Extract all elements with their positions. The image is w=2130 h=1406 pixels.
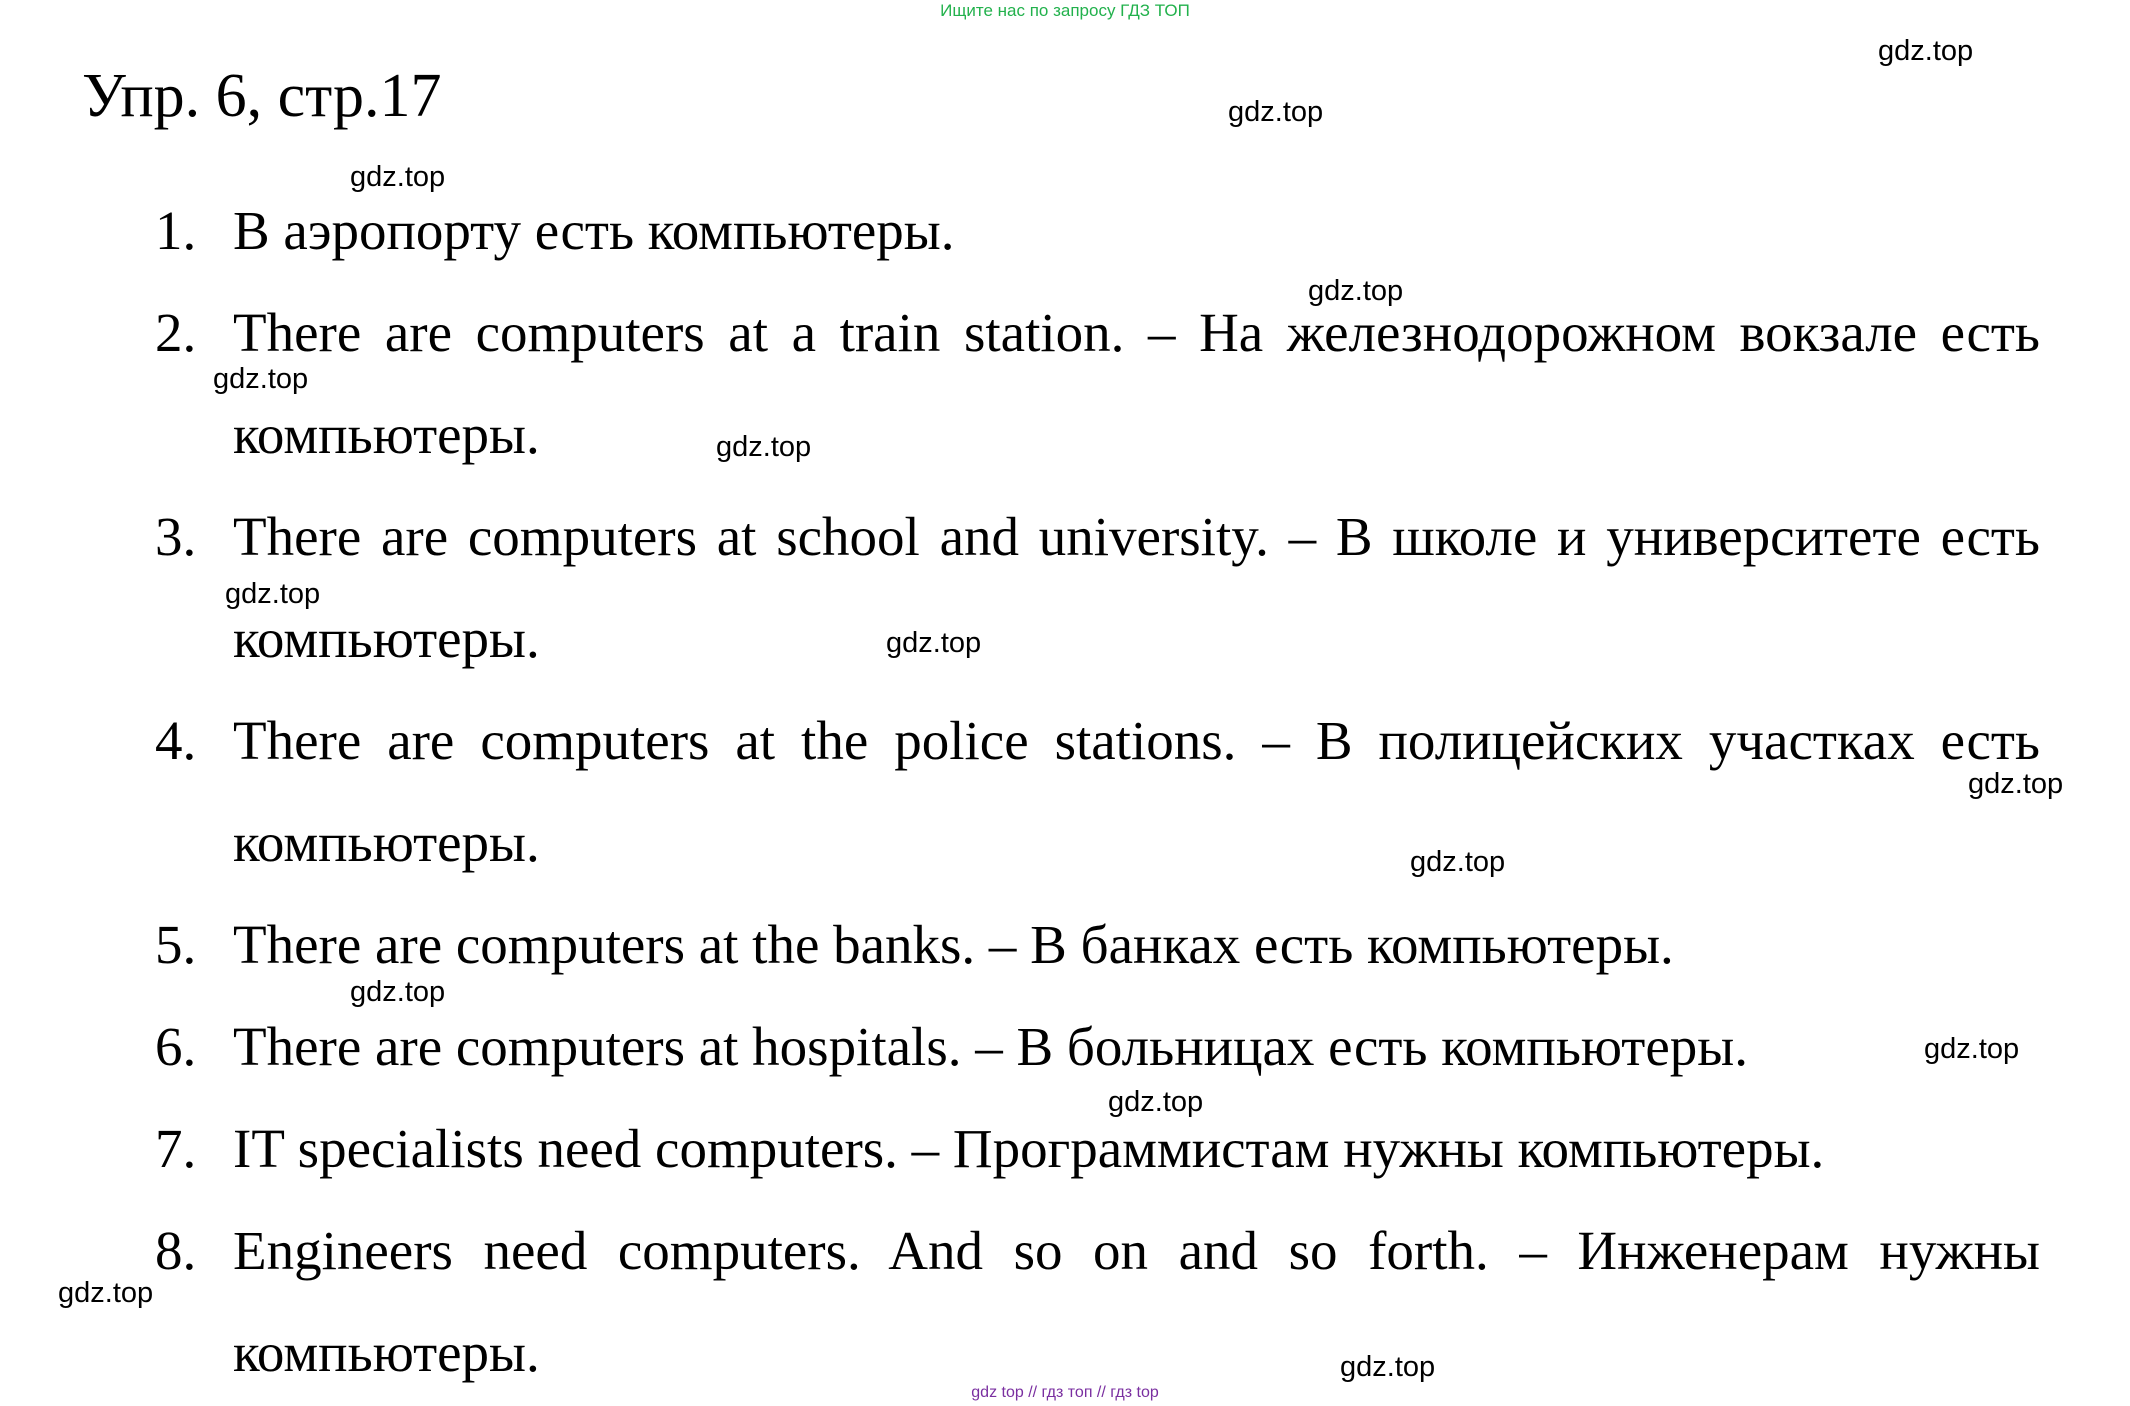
watermark-13: gdz.top [1108, 1086, 1204, 1118]
exercise-item-1 [155, 180, 2040, 282]
watermark-5: gdz.top [213, 363, 309, 395]
item-number: 5. [155, 914, 197, 975]
watermark-2: gdz.top [1228, 96, 1324, 128]
watermark-15: gdz.top [1340, 1351, 1436, 1383]
item-number: 4. [155, 710, 197, 771]
item-number: 8. [155, 1220, 197, 1281]
item-number: 7. [155, 1118, 197, 1179]
item-number: 6. [155, 1016, 197, 1077]
item-text: There are computers at hospitals. – В больницах есть компьютеры. [233, 1016, 1748, 1077]
watermark-14: gdz.top [58, 1277, 154, 1309]
exercise-item-6 [155, 996, 2040, 1098]
item-text: There are computers at the banks. – В банках есть компьютеры. [233, 914, 1674, 975]
watermark-12: gdz.top [1924, 1033, 2020, 1065]
item-text: IT specialists need computers. – Программистам нужны компьютеры. [233, 1118, 1825, 1179]
page-title: Упр. 6, стр.17 [82, 62, 442, 130]
item-number: 3. [155, 506, 197, 567]
item-text: There are computers at school and university. – В школе и университете есть компьютеры. [233, 506, 2040, 669]
watermark-11: gdz.top [350, 976, 446, 1008]
watermark-1: gdz.top [1878, 35, 1974, 67]
exercise-item-7 [155, 1098, 2040, 1200]
watermark-3: gdz.top [350, 161, 446, 193]
item-text: Engineers need computers. And so on and so forth. – Инженерам нужны компьютеры. [233, 1220, 2040, 1383]
item-number: 2. [155, 302, 197, 363]
exercise-item-2 [155, 282, 2040, 486]
exercise-item-8 [155, 1200, 2040, 1404]
watermark-9: gdz.top [1968, 768, 2064, 800]
watermark-7: gdz.top [225, 578, 321, 610]
item-text: There are computers at a train station. – На железнодорожном вокзале есть компьютеры. [233, 302, 2040, 465]
exercise-item-4 [155, 690, 2040, 894]
top-banner: Ищите нас по запросу ГДЗ ТОП [940, 1, 1190, 20]
item-number: 1. [155, 200, 197, 261]
watermark-6: gdz.top [716, 431, 812, 463]
item-text: В аэропорту есть компьютеры. [233, 200, 955, 261]
watermark-10: gdz.top [1410, 846, 1506, 878]
item-text: There are computers at the police stations. – В полицейских участках есть компьютеры. [233, 710, 2040, 873]
watermark-8: gdz.top [886, 627, 982, 659]
exercise-item-3 [155, 486, 2040, 690]
bottom-banner: gdz top // гдз топ // гдз top [971, 1384, 1159, 1401]
watermark-4: gdz.top [1308, 275, 1404, 307]
